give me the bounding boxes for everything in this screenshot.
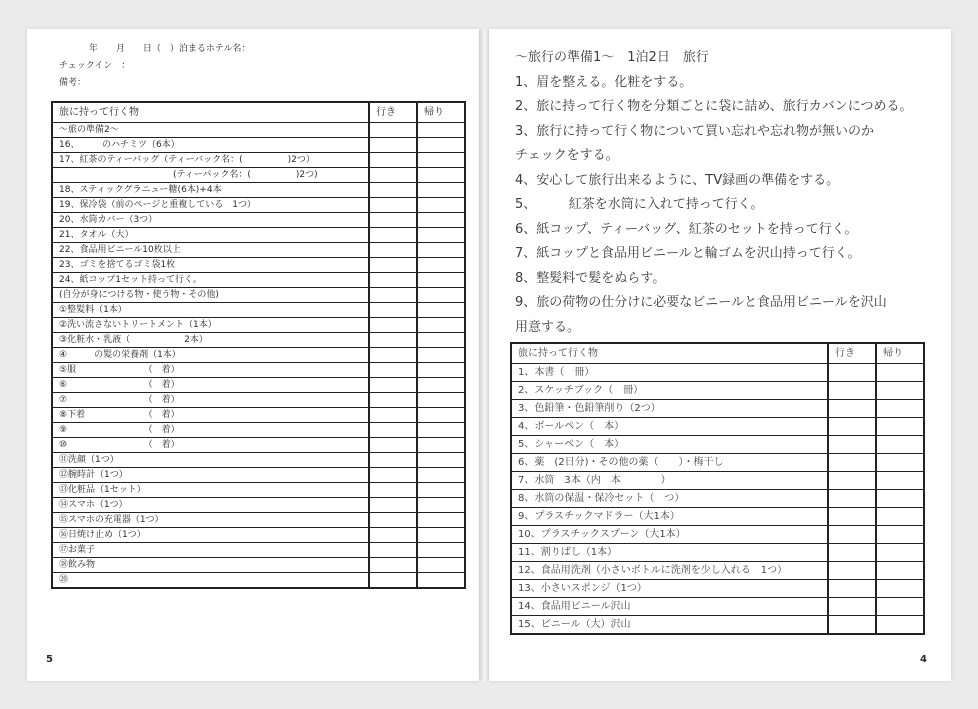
outbound-checkbox[interactable] (369, 468, 417, 483)
table-row (511, 616, 924, 635)
outbound-checkbox[interactable] (828, 418, 876, 436)
step-line: 7、紙コップと食品用ビニールと輪ゴムを沢山持って行く。 (515, 246, 861, 261)
table-header-row (52, 102, 465, 123)
outbound-checkbox[interactable] (369, 483, 417, 498)
return-checkbox[interactable] (876, 544, 924, 562)
return-checkbox[interactable] (876, 562, 924, 580)
outbound-checkbox[interactable] (828, 364, 876, 382)
return-checkbox[interactable] (417, 138, 465, 153)
outbound-checkbox[interactable] (369, 228, 417, 243)
table-row (52, 408, 465, 423)
outbound-checkbox[interactable] (369, 393, 417, 408)
outbound-checkbox[interactable] (369, 318, 417, 333)
outbound-checkbox[interactable] (828, 508, 876, 526)
item-cell: ⑤服 （ 着） (52, 363, 369, 378)
item-cell: ⑫腕時計（1つ） (52, 468, 369, 483)
return-checkbox[interactable] (417, 468, 465, 483)
item-cell: ⑧下着 （ 着） (52, 408, 369, 423)
table-row (52, 393, 465, 408)
outbound-checkbox[interactable] (369, 408, 417, 423)
table-row (52, 198, 465, 213)
return-checkbox[interactable] (876, 490, 924, 508)
outbound-checkbox[interactable] (369, 513, 417, 528)
outbound-checkbox[interactable] (828, 526, 876, 544)
table-row (52, 348, 465, 363)
outbound-checkbox[interactable] (369, 303, 417, 318)
return-checkbox[interactable] (417, 168, 465, 183)
step-line: 9、旅の荷物の仕分けに必要なビニールと食品用ビニールを沢山 (515, 295, 887, 310)
outbound-checkbox[interactable] (369, 273, 417, 288)
step-line: 4、安心して旅行出来るように、TV録画の準備をする。 (515, 172, 840, 188)
item-cell: 7、水筒 3本（内 本 ） (511, 472, 828, 490)
return-checkbox[interactable] (417, 483, 465, 498)
item-cell: 19、保冷袋（前のページと重複している 1つ） (52, 198, 369, 213)
item-cell: 15、ビニール（大）沢山 (511, 616, 828, 635)
return-checkbox[interactable] (417, 423, 465, 438)
outbound-checkbox[interactable] (828, 490, 876, 508)
outbound-checkbox[interactable] (369, 498, 417, 513)
table-row (52, 498, 465, 513)
outbound-checkbox[interactable] (369, 138, 417, 153)
return-checkbox[interactable] (417, 183, 465, 198)
page-number: 5 (46, 654, 53, 665)
step-line: チェックをする。 (515, 148, 619, 163)
item-cell: ⑱飲み物 (52, 558, 369, 573)
outbound-checkbox[interactable] (369, 258, 417, 273)
table-row (52, 543, 465, 558)
outbound-checkbox[interactable] (369, 123, 417, 138)
steps-title: ～旅行の準備1～ 1泊2日 旅行 (515, 50, 709, 65)
return-checkbox[interactable] (417, 408, 465, 423)
return-checkbox[interactable] (417, 288, 465, 303)
return-checkbox[interactable] (417, 303, 465, 318)
outbound-checkbox[interactable] (828, 472, 876, 490)
table-row (511, 472, 924, 490)
table-row (52, 483, 465, 498)
table-row (52, 333, 465, 348)
outbound-checkbox[interactable] (369, 558, 417, 573)
return-checkbox[interactable] (417, 558, 465, 573)
table-row (52, 288, 465, 303)
return-checkbox[interactable] (876, 382, 924, 400)
table-row (52, 123, 465, 138)
return-checkbox[interactable] (876, 526, 924, 544)
table-row (52, 273, 465, 288)
return-checkbox[interactable] (417, 378, 465, 393)
table-row (52, 573, 465, 589)
item-cell: 21、タオル（大） (52, 228, 369, 243)
item-cell: 17、紅茶のティーバッグ（ティーバック名：( )2つ） (52, 153, 369, 168)
right-page (489, 29, 951, 681)
item-column-header: 旅に持って行く物 (52, 102, 369, 123)
item-cell: ⑬化粧品（1セット） (52, 483, 369, 498)
outbound-column-header: 行き (828, 343, 876, 364)
return-checkbox[interactable] (417, 528, 465, 543)
return-checkbox[interactable] (876, 418, 924, 436)
return-checkbox[interactable] (876, 580, 924, 598)
table-row (511, 526, 924, 544)
outbound-checkbox[interactable] (369, 153, 417, 168)
table-row (52, 363, 465, 378)
return-checkbox[interactable] (876, 364, 924, 382)
outbound-checkbox[interactable] (369, 363, 417, 378)
table-header-row (511, 343, 924, 364)
return-column-header: 帰り (417, 102, 465, 123)
return-checkbox[interactable] (417, 213, 465, 228)
item-cell: 13、小さいスポンジ（1つ） (511, 580, 828, 598)
item-cell: 24、紙コップ1セット持って行く。 (52, 273, 369, 288)
check-in-line: チェックイン ： (59, 61, 131, 71)
return-checkbox[interactable] (876, 598, 924, 616)
outbound-checkbox[interactable] (828, 382, 876, 400)
return-checkbox[interactable] (417, 318, 465, 333)
return-checkbox[interactable] (876, 400, 924, 418)
return-checkbox[interactable] (417, 453, 465, 468)
return-checkbox[interactable] (417, 258, 465, 273)
table-row (511, 544, 924, 562)
item-cell: ⑩ （ 着） (52, 438, 369, 453)
outbound-checkbox[interactable] (828, 454, 876, 472)
table-row (52, 258, 465, 273)
item-cell: 1、本書（ 冊） (511, 364, 828, 382)
outbound-checkbox[interactable] (369, 288, 417, 303)
item-cell: ⑪洗顔（1つ） (52, 453, 369, 468)
item-cell: 10、プラスチックスプーン（大1本） (511, 526, 828, 544)
outbound-checkbox[interactable] (828, 436, 876, 454)
item-cell: 9、プラスチックマドラー（大1本） (511, 508, 828, 526)
table-row (52, 468, 465, 483)
item-cell: ⑨ （ 着） (52, 423, 369, 438)
outbound-checkbox[interactable] (828, 598, 876, 616)
item-cell: 4、ボールペン（ 本） (511, 418, 828, 436)
return-checkbox[interactable] (876, 436, 924, 454)
step-line: 用意する。 (515, 319, 581, 335)
item-cell: 18、スティックグラニュー糖(6本)+4本 (52, 183, 369, 198)
return-checkbox[interactable] (417, 513, 465, 528)
return-checkbox[interactable] (417, 393, 465, 408)
outbound-checkbox[interactable] (369, 168, 417, 183)
return-checkbox[interactable] (876, 508, 924, 526)
return-checkbox[interactable] (417, 198, 465, 213)
return-checkbox[interactable] (417, 333, 465, 348)
outbound-checkbox[interactable] (369, 243, 417, 258)
outbound-checkbox[interactable] (828, 562, 876, 580)
item-cell: 12、食品用洗剤（小さいボトルに洗剤を少し入れる 1つ） (511, 562, 828, 580)
item-cell: 2、スケッチブック（ 冊） (511, 382, 828, 400)
outbound-checkbox[interactable] (828, 580, 876, 598)
packing-checklist-table-2 (51, 101, 466, 589)
outbound-checkbox[interactable] (369, 543, 417, 558)
outbound-checkbox[interactable] (828, 400, 876, 418)
outbound-checkbox[interactable] (369, 438, 417, 453)
step-line: 1、眉を整える。化粧をする。 (515, 74, 693, 90)
outbound-checkbox[interactable] (369, 378, 417, 393)
table-row (511, 400, 924, 418)
table-row (52, 183, 465, 198)
table-row (52, 168, 465, 183)
item-cell: ⑥ （ 着） (52, 378, 369, 393)
table-row (511, 562, 924, 580)
return-checkbox[interactable] (417, 153, 465, 168)
table-row (52, 243, 465, 258)
item-cell: 8、水筒の保温・保冷セット（ つ） (511, 490, 828, 508)
packing-checklist-table-1 (510, 342, 925, 635)
return-checkbox[interactable] (876, 616, 924, 635)
outbound-checkbox[interactable] (369, 213, 417, 228)
preparation-steps (515, 46, 945, 340)
table-row (52, 528, 465, 543)
item-cell: 6、薬 (2日分)・その他の薬（ ）・梅干し (511, 454, 828, 472)
table-row (52, 438, 465, 453)
table-row (511, 490, 924, 508)
table-row (52, 453, 465, 468)
item-cell: ⑯日焼け止め（1つ） (52, 528, 369, 543)
table-row (52, 303, 465, 318)
item-cell: (ティーパック名：( )2つ) (52, 168, 369, 183)
item-cell: ⑭スマホ（1つ） (52, 498, 369, 513)
return-checkbox[interactable] (876, 454, 924, 472)
return-checkbox[interactable] (417, 273, 465, 288)
return-checkbox[interactable] (417, 363, 465, 378)
return-checkbox[interactable] (417, 123, 465, 138)
item-cell: 3、色鉛筆・色鉛筆削り（2つ） (511, 400, 828, 418)
table-row (511, 418, 924, 436)
item-cell: ⑮スマホの充電器（1つ） (52, 513, 369, 528)
item-cell: 5、シャーペン（ 本） (511, 436, 828, 454)
table-row (511, 580, 924, 598)
item-cell: 11、割りばし（1本） (511, 544, 828, 562)
item-cell: 14、食品用ビニール沢山 (511, 598, 828, 616)
step-line: 5、 紅茶を水筒に入れて持って行く。 (515, 197, 764, 212)
table-row (52, 228, 465, 243)
outbound-checkbox[interactable] (369, 423, 417, 438)
outbound-checkbox[interactable] (369, 573, 417, 589)
item-cell: (自分が身につける物・使う物・その他) (52, 288, 369, 303)
item-cell: ⑦ （ 着） (52, 393, 369, 408)
table-row (52, 318, 465, 333)
table-row (52, 138, 465, 153)
notes-line: 備考： (59, 78, 87, 88)
table-row (511, 508, 924, 526)
return-checkbox[interactable] (417, 228, 465, 243)
item-cell: ②洗い流さないトリートメント（1本） (52, 318, 369, 333)
table-row (52, 213, 465, 228)
table-row (511, 598, 924, 616)
item-cell: ～旅の準備2～ (52, 123, 369, 138)
outbound-checkbox[interactable] (369, 183, 417, 198)
table-row (52, 513, 465, 528)
item-cell: ①整髪料（1本） (52, 303, 369, 318)
hotel-name-line: 年 月 日（ ）泊まるホテル名： (59, 44, 251, 54)
return-column-header: 帰り (876, 343, 924, 364)
table-row (52, 423, 465, 438)
return-checkbox[interactable] (417, 348, 465, 363)
table-row (511, 364, 924, 382)
outbound-checkbox[interactable] (369, 348, 417, 363)
page-number: 4 (920, 654, 927, 665)
return-checkbox[interactable] (417, 573, 465, 589)
step-line: 3、旅行に持って行く物について買い忘れや忘れ物が無いのか (515, 123, 875, 139)
table-row (511, 436, 924, 454)
item-cell: 23、ゴミを捨てるゴミ袋1枚 (52, 258, 369, 273)
table-row (52, 558, 465, 573)
return-checkbox[interactable] (417, 543, 465, 558)
return-checkbox[interactable] (876, 472, 924, 490)
return-checkbox[interactable] (417, 498, 465, 513)
table-row (52, 153, 465, 168)
outbound-checkbox[interactable] (369, 333, 417, 348)
item-cell: 16、 のハチミツ（6本） (52, 138, 369, 153)
item-cell: ⑳ (52, 573, 369, 589)
return-checkbox[interactable] (417, 243, 465, 258)
step-line: 2、旅に持って行く物を分類ごとに袋に詰め、旅行カバンにつめる。 (515, 99, 913, 114)
table-row (511, 382, 924, 400)
item-column-header: 旅に持って行く物 (511, 343, 828, 364)
item-cell: ④ の髪の栄養剤（1本） (52, 348, 369, 363)
outbound-checkbox[interactable] (369, 528, 417, 543)
outbound-checkbox[interactable] (369, 198, 417, 213)
outbound-checkbox[interactable] (369, 453, 417, 468)
left-page (27, 29, 479, 681)
step-line: 8、整髪料で髪をぬらす。 (515, 270, 666, 286)
item-cell: ③化粧水・乳液（ 2本） (52, 333, 369, 348)
table-row (52, 378, 465, 393)
outbound-column-header: 行き (369, 102, 417, 123)
item-cell: ⑰お菓子 (52, 543, 369, 558)
outbound-checkbox[interactable] (828, 616, 876, 635)
table-row (511, 454, 924, 472)
item-cell: 22、食品用ビニール10枚以上 (52, 243, 369, 258)
outbound-checkbox[interactable] (828, 544, 876, 562)
step-line: 6、紙コップ、ティーバッグ、紅茶のセットを持って行く。 (515, 221, 858, 237)
item-cell: 20、水筒カバー（3つ） (52, 213, 369, 228)
return-checkbox[interactable] (417, 438, 465, 453)
